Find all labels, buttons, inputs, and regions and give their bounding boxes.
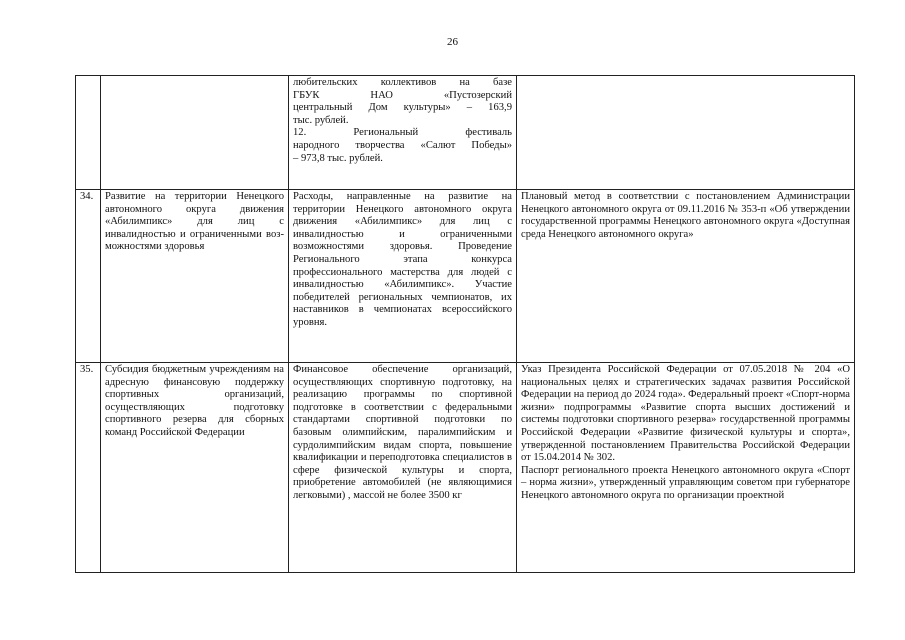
table-row	[76, 76, 855, 190]
basis-cell	[517, 363, 855, 573]
expenses-line: тыс. рублей.	[293, 114, 349, 126]
basis-paragraph: Указ Президента Российской Федерации от 07.05.2018 № 204 «О национальных целях и стратегических задачах развития Российской Федерации на период до 2024 года». Федеральный проект «Спорт-норма жизни» подпрограммы «Развитие спорта высших достижений и системы подготовки спортивного резерва» государственной программы Российской Федерации «Развитие физической культуры и спорта», утвержденной постановлением Правительства Российской Федерации от 15.04.2014 № 302.	[521, 364, 850, 464]
expenses-line: центральный Дом культуры» – 163,9	[293, 102, 512, 114]
expenses-cell	[289, 76, 517, 190]
table-row	[76, 190, 855, 363]
table-row	[76, 363, 855, 573]
expenses-line: народного творчества «Салют Победы»	[293, 139, 512, 151]
expenses-cell: Расходы, направленные на развитие на территории Ненецкого автономного округа движения «Абилимпикс» для лиц с инвалидностью и ограниченными возможностями здоровья. Проведение Регионального этапа конкурса профессионального мастерства для людей с инвалидностью «Абилимпикс». Участие победителей региональных чемпионатов, их наставников в чемпионатах всероссийского уровня.	[289, 190, 517, 363]
direction-cell	[101, 76, 289, 190]
expenses-line: любительских коллективов на базе	[293, 77, 512, 88]
page-number: 26	[447, 36, 458, 48]
basis-paragraph: Паспорт регионального проекта Ненецкого автономного округа «Спорт – норма жизни», утвержденный управляющим советом при губернаторе Ненецкого автономного округа по организации проектной	[521, 464, 850, 501]
direction-cell: Развитие на территории Ненецкого автономного округа движения «Абилимпикс» для лиц с инвалидностью и ограниченными воз-можностями здоровья	[101, 190, 289, 363]
expenses-cell: Финансовое обеспечение организаций, осуществляющих спортивную подготовку, на реализацию программы по спортивной подготовке в соответствии с федеральными стандартами спортивной подготовки по базовым олимпийским, паралимпийским и сурдолимпийским видам спорта, повышение квалификации и переподготовка специалистов в сфере физической культуры и спорта, приобретение автомобилей (не являющимися легковыми) , массой не более 3500 кг	[289, 363, 517, 573]
basis-cell: Плановый метод в соответствии с постановлением Администрации Ненецкого автономного округа от 09.11.2016 № 353-п «Об утверждении государственной программы Ненецкого автономного округа «Доступная среда Ненецкого автономного округа»	[517, 190, 855, 363]
expenses-line: – 973,8 тыс. рублей.	[293, 152, 383, 164]
budget-table	[75, 75, 855, 573]
expenses-line: ГБУК НАО «Пустозерский	[293, 89, 512, 101]
row-number-cell	[76, 76, 101, 190]
expenses-line: 12. Региональный фестиваль	[293, 127, 512, 139]
row-number-cell: 34.	[76, 190, 101, 363]
row-number-cell: 35.	[76, 363, 101, 573]
basis-cell	[517, 76, 855, 190]
direction-cell: Субсидия бюджетным учреждениям на адресную финансовую поддержку спортивных организаций, осуществляющих подготовку спортивного резерва для сборных команд Российской Федерации	[101, 363, 289, 573]
